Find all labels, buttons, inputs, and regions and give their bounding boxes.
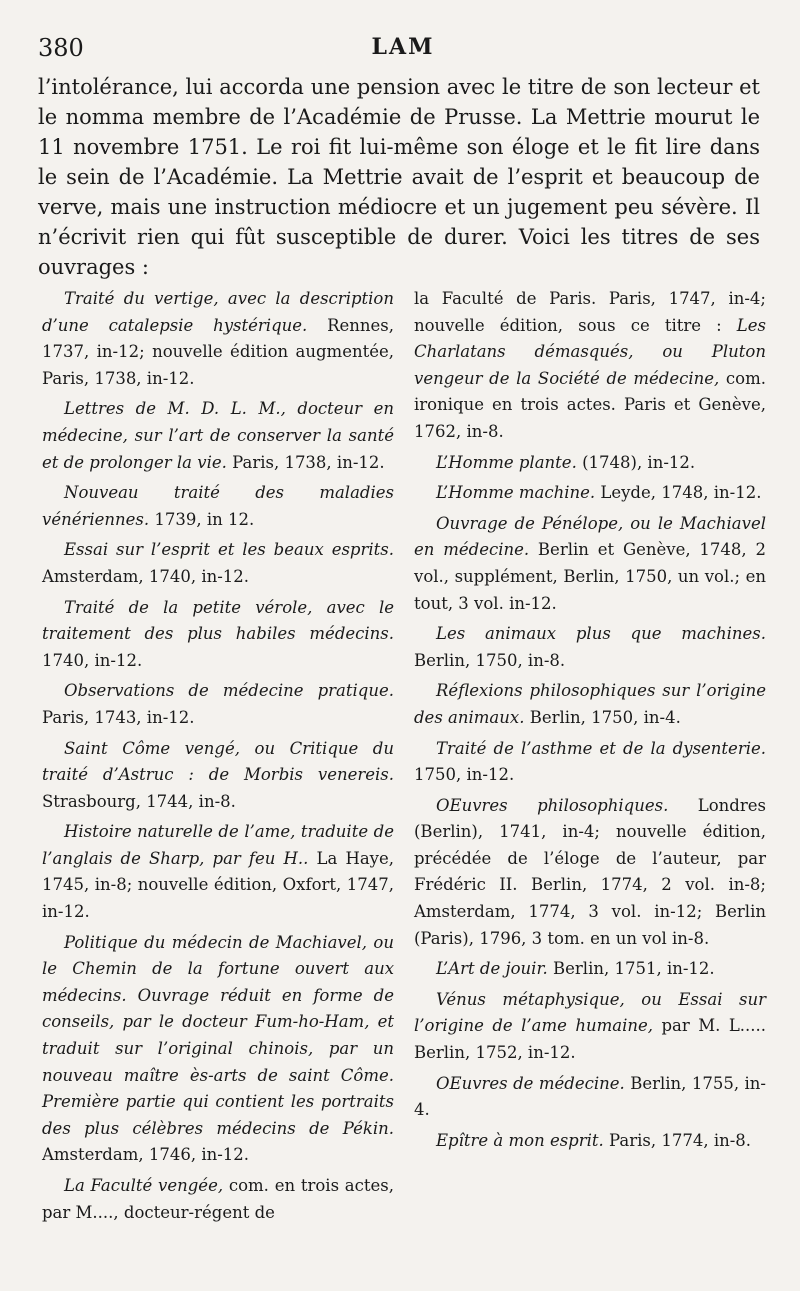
bibliography-entry xyxy=(42,595,394,675)
bibliography-entry xyxy=(42,736,394,816)
bibliography-entry xyxy=(414,286,766,446)
work-title: L’Art de jouir. xyxy=(436,959,548,979)
bibliography-entry xyxy=(42,930,394,1169)
work-title: Traité de la petite vérole, avec le traitement des plus habiles médecins. xyxy=(42,597,394,644)
work-title: Traité du vertige, avec la description d’une catalepsie hystérique. xyxy=(42,289,394,335)
publication-details: Amsterdam, 1746, in-12. xyxy=(42,1145,250,1165)
bibliography-entry xyxy=(414,480,766,507)
publication-details: Rennes, 1737, in-12; nouvelle édition augmentée, Paris, 1738, in-12. xyxy=(42,315,394,388)
work-title: Lettres de M. D. L. M., docteur en médecine, sur l’art de conserver la santé et de prolonger la vie. xyxy=(42,399,394,472)
work-title: Nouveau traité des maladies vénériennes. xyxy=(42,483,394,529)
publication-details: 1739, in 12. xyxy=(149,509,255,529)
bibliography-entry xyxy=(414,511,766,617)
publication-details: Berlin, 1750, in-4. xyxy=(524,707,681,727)
publication-details: Paris, 1743, in-12. xyxy=(42,707,195,727)
publication-details: par M. L..... Berlin, 1752, in-12. xyxy=(414,1016,766,1063)
publication-details: 1740, in-12. xyxy=(42,650,143,670)
publication-details: Strasbourg, 1744, in-8. xyxy=(42,791,236,811)
work-title: Politique du médecin de Machiavel, ou le Chemin de la fortune ouvert aux médecins. Ouvrage réduit en forme de conseils, par le docteur Fum-ho-Ham, et traduit sur l’original chinois, par un nouveau maître ès-arts de saint Côme. Première partie qui contient les portraits des plus célèbres médecins de Pékin. xyxy=(42,932,394,1138)
publication-details: Paris, 1774, in-8. xyxy=(603,1130,752,1150)
page-header xyxy=(38,34,768,70)
work-title: Epître à mon esprit. xyxy=(436,1130,604,1150)
publication-details: 1750, in-12. xyxy=(414,765,515,785)
publication-details: la Faculté de Paris. Paris, 1747, in-4; nouvelle édition, sous ce titre : xyxy=(414,289,766,335)
bibliography-entry xyxy=(414,1128,766,1155)
publication-details: Berlin, 1751, in-12. xyxy=(547,959,715,979)
left-column xyxy=(42,286,394,1230)
bibliography-entry xyxy=(42,678,394,731)
publication-details: com. en trois actes, par M...., docteur-régent de xyxy=(42,1176,394,1222)
bibliography-entry xyxy=(414,678,766,731)
publication-details: com. ironique en trois actes. Paris et Genève, 1762, in-8. xyxy=(414,368,766,441)
publication-details: (1748), in-12. xyxy=(576,452,696,472)
bibliography-entry xyxy=(42,1173,394,1226)
work-title: L’Homme machine. xyxy=(436,483,596,503)
work-title: Vénus métaphysique, ou Essai sur l’origine de l’ame humaine, xyxy=(414,989,766,1036)
bibliography-entry xyxy=(42,286,394,392)
bibliography-entry xyxy=(42,480,394,533)
publication-details: Berlin, 1755, in-4. xyxy=(414,1073,766,1120)
work-title: OEuvres de médecine. xyxy=(436,1073,625,1093)
publication-details: Paris, 1738, in-12. xyxy=(226,452,385,472)
bibliography-entry xyxy=(414,956,766,983)
publication-details: Berlin et Genève, 1748, 2 vol., supplément, Berlin, 1750, un vol.; en tout, 3 vol. in-12. xyxy=(414,540,766,613)
bibliography-entry xyxy=(42,537,394,590)
bibliography-entry xyxy=(414,793,766,953)
bibliography-entry xyxy=(42,396,394,476)
page-number: 380 xyxy=(38,34,84,62)
work-title: L’Homme plante. xyxy=(436,452,577,472)
work-title: Ouvrage de Pénélope, ou le Machiavel en médecine. xyxy=(414,513,766,560)
intro-paragraph: l’intolérance, lui accorda une pension avec le titre de son lecteur et le nomma membre de l’Académie de Prusse. La Mettrie mourut le 11 novembre 1751. Le roi fit lui-même son éloge et le fit lire dans le sein de l’Académie. La Mettrie avait de l’esprit et beaucoup de verve, mais une instruction médiocre et un jugement peu sévère. Il n’écrivit rien qui fût susceptible de durer. Voici les titres de ses ouvrages : xyxy=(38,75,760,279)
bibliography-entry xyxy=(42,819,394,925)
running-title: LAM xyxy=(371,34,435,60)
bibliography-entry xyxy=(414,736,766,789)
bibliography-entry xyxy=(414,621,766,674)
work-title: Traité de l’asthme et de la dysenterie. xyxy=(436,738,766,758)
publication-details: Londres (Berlin), 1741, in-4; nouvelle édition, précédée de l’éloge de l’auteur, par Frédéric II. Berlin, 1774, 2 vol. in-8; Amsterdam, 1774, 3 vol. in-12; Berlin (Paris), 1796, 3 tom. en un vol in-8. xyxy=(414,795,766,948)
bibliography-entry xyxy=(414,987,766,1067)
work-title: Histoire naturelle de l’ame, traduite de l’anglais de Sharp, par feu H.. xyxy=(42,822,394,868)
right-column xyxy=(414,286,766,1158)
work-title: Les Charlatans démasqués, ou Pluton vengeur de la Société de médecine, xyxy=(414,315,766,388)
publication-details: La Haye, 1745, in-8; nouvelle édition, Oxfort, 1747, in-12. xyxy=(42,848,394,922)
publication-details: Amsterdam, 1740, in-12. xyxy=(42,566,250,586)
publication-details: Leyde, 1748, in-12. xyxy=(595,483,762,503)
work-title: Observations de médecine pratique. xyxy=(64,681,394,701)
work-title: Essai sur l’esprit et les beaux esprits. xyxy=(64,540,394,560)
work-title: La Faculté vengée, xyxy=(64,1176,224,1195)
publication-details: Berlin, 1750, in-8. xyxy=(414,650,566,670)
bibliography-entry xyxy=(414,450,766,477)
work-title: OEuvres philosophiques. xyxy=(436,795,669,815)
work-title: Saint Côme vengé, ou Critique du traité d’Astruc : de Morbis venereis. xyxy=(42,738,394,785)
work-title: Les animaux plus que machines. xyxy=(436,624,766,644)
work-title: Réflexions philosophiques sur l’origine des animaux. xyxy=(414,681,766,727)
bibliography-entry xyxy=(414,1071,766,1124)
